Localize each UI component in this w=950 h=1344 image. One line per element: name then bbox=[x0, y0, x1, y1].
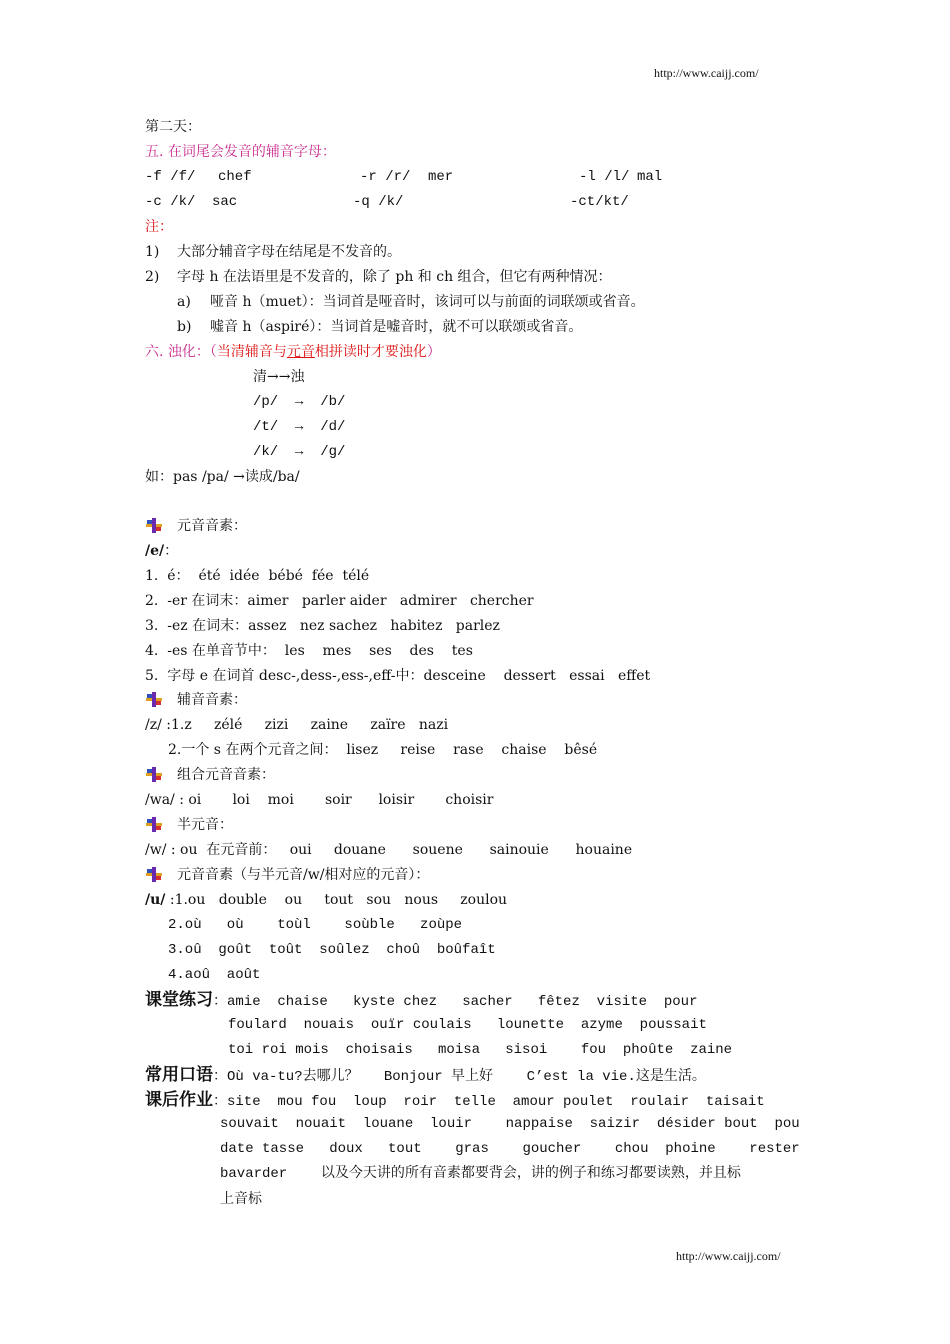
s5-r2-c3: -q /k/ bbox=[353, 194, 404, 210]
oral-text: Où va-tu?去哪儿？ Bonjour 早上好 C’est la vie.这是生活。 bbox=[227, 1069, 706, 1085]
s5-r1-c5: -l /l/ bbox=[579, 169, 630, 185]
s5-r1-c4: mer bbox=[428, 169, 454, 185]
note-item1: 大部分辅音字母在结尾是不发音的。 bbox=[177, 244, 401, 260]
vowel2-line4: 4.aoû août bbox=[168, 967, 261, 983]
consonants-heading: 辅音音素： bbox=[177, 692, 247, 708]
s5-r2-c1: -c /k/ bbox=[145, 194, 196, 210]
section6-paren-close: ） bbox=[426, 344, 441, 360]
s5-r1-c3: -r /r/ bbox=[360, 169, 411, 185]
s5-r2-c2: sac bbox=[212, 194, 238, 210]
vowel2-line1-rest: :1.ou double ou tout sou nous zoulou bbox=[165, 892, 508, 908]
vowel-item-2: 2. -er 在词末：aimer parler aider admirer chercher bbox=[145, 593, 534, 609]
semivowel-line1: /w/ : ou 在元音前： oui douane souene sainouie houaine bbox=[145, 842, 633, 858]
bullet-icon bbox=[145, 516, 163, 534]
vowel2-heading: 元音音素（与半元音/w/相对应的元音）： bbox=[177, 867, 430, 883]
section6-title: 六. 浊化： bbox=[145, 344, 210, 360]
homework-label: 课后作业 bbox=[145, 1090, 213, 1110]
voicing-pair-p: /p/ → /b/ bbox=[253, 394, 346, 410]
practice-line1 bbox=[145, 992, 697, 1009]
s5-r2-c4: -ct/kt/ bbox=[570, 194, 629, 210]
practice-words-1: amie chaise kyste chez sacher fêtez visite pour bbox=[227, 994, 698, 1010]
homework-words-5: 上音标 bbox=[220, 1191, 262, 1207]
vowel-item-5: 5. 字母 e 在词首 desc-,dess-,ess-,eff-中：desceine dessert essai effet bbox=[145, 668, 651, 684]
section6-rule-pre: 当清辅音与 bbox=[216, 344, 287, 360]
bullet-icon bbox=[145, 865, 163, 883]
vowel-e-colon: ： bbox=[164, 543, 179, 559]
section6-rule-post: 相拼读时才要浊化 bbox=[314, 344, 427, 360]
vowel-item-1: 1. é： été idée bébé fée télé bbox=[145, 568, 370, 584]
consonants-line1: /z/ :1.z zélé zizi zaine zaïre nazi bbox=[145, 717, 449, 733]
oral-line bbox=[145, 1067, 706, 1084]
semivowel-heading: 半元音： bbox=[177, 817, 233, 833]
note-sub-a-num: a) bbox=[177, 294, 191, 310]
vowels-symbol-line bbox=[145, 544, 178, 558]
section6-rule-underlined: 元音 bbox=[286, 344, 315, 360]
combined-heading: 组合元音音素： bbox=[177, 767, 275, 783]
vowel-item-3: 3. -ez 在词末：assez nez sachez habitez parlez bbox=[145, 618, 500, 634]
note-sub-b-num: b) bbox=[177, 319, 192, 335]
homework-words-3: date tasse doux tout gras goucher chou phoine rester bbox=[220, 1141, 800, 1157]
homework-line1 bbox=[145, 1092, 765, 1109]
oral-colon: ： bbox=[213, 1068, 227, 1084]
homework-words-4: bavarder 以及今天讲的所有音素都要背会，讲的例子和练习都要读熟，并且标 bbox=[220, 1166, 741, 1182]
vowel2-line2: 2.où où toùl soùble zoùpe bbox=[168, 917, 463, 933]
section6-title-line bbox=[145, 345, 441, 359]
note-item2: 字母 h 在法语里是不发音的，除了 ph 和 ch 组合，但它有两种情况： bbox=[177, 269, 612, 285]
combined-line1: /wa/ : oi loi moi soir loisir choisir bbox=[145, 792, 494, 808]
voicing-header: 清→→浊 bbox=[253, 369, 305, 385]
voicing-example: 如：pas /pa/ →读成/ba/ bbox=[145, 469, 300, 485]
homework-words-2: souvait nouait louane louir nappaise saizir désider bout pou bbox=[220, 1116, 800, 1132]
practice-words-2: foulard nouais ouïr coulais lounette azyme poussait bbox=[228, 1017, 707, 1033]
bullet-icon bbox=[145, 815, 163, 833]
s5-r1-c6: mal bbox=[637, 169, 663, 185]
oral-label: 常用口语 bbox=[145, 1065, 213, 1085]
note-sub-b: 嘘音 h（aspiré）：当词首是嘘音时，就不可以联颂或省音。 bbox=[210, 319, 583, 335]
vowels-heading: 元音音素： bbox=[177, 518, 247, 534]
homework-words-1: site mou fou loup roir telle amour poulet roulair taisait bbox=[227, 1094, 765, 1110]
footer-url[interactable]: http://www.caijj.com/ bbox=[676, 1249, 781, 1263]
bullet-icon bbox=[145, 765, 163, 783]
vowel-e-symbol: /e/ bbox=[145, 543, 165, 559]
note-sub-a: 哑音 h（muet）：当词首是哑音时，该词可以与前面的词联颂或省音。 bbox=[210, 294, 645, 310]
note-item2-num: 2) bbox=[145, 269, 160, 285]
s5-r1-c2: chef bbox=[218, 169, 252, 185]
practice-label: 课堂练习 bbox=[145, 990, 213, 1010]
consonants-line2: 2.一个 s 在两个元音之间： lisez reise rase chaise bêsé bbox=[168, 742, 598, 758]
section6-paren-open: （ bbox=[209, 344, 217, 360]
voicing-pair-t: /t/ → /d/ bbox=[253, 419, 346, 435]
vowel-u-symbol: /u/ bbox=[145, 892, 166, 908]
day-title: 第二天： bbox=[145, 119, 201, 135]
bullet-icon bbox=[145, 690, 163, 708]
vowel2-line3: 3.oû goût toût soûlez choû boûfaît bbox=[168, 942, 496, 958]
vowel-item-4: 4. -es 在单音节中： les mes ses des tes bbox=[145, 643, 473, 659]
vowel2-line1 bbox=[145, 893, 507, 907]
section5-title: 五. 在词尾会发音的辅音字母： bbox=[145, 144, 336, 160]
homework-colon: ： bbox=[213, 1093, 227, 1109]
voicing-pair-k: /k/ → /g/ bbox=[253, 444, 346, 460]
header-url[interactable]: http://www.caijj.com/ bbox=[654, 66, 759, 80]
note-item1-num: 1) bbox=[145, 244, 160, 260]
practice-words-3: toi roi mois choisais moisa sisoi fou phoûte zaine bbox=[228, 1042, 733, 1058]
note-label: 注： bbox=[145, 219, 173, 235]
s5-r1-c1: -f /f/ bbox=[145, 169, 196, 185]
practice-colon: ： bbox=[213, 993, 227, 1009]
